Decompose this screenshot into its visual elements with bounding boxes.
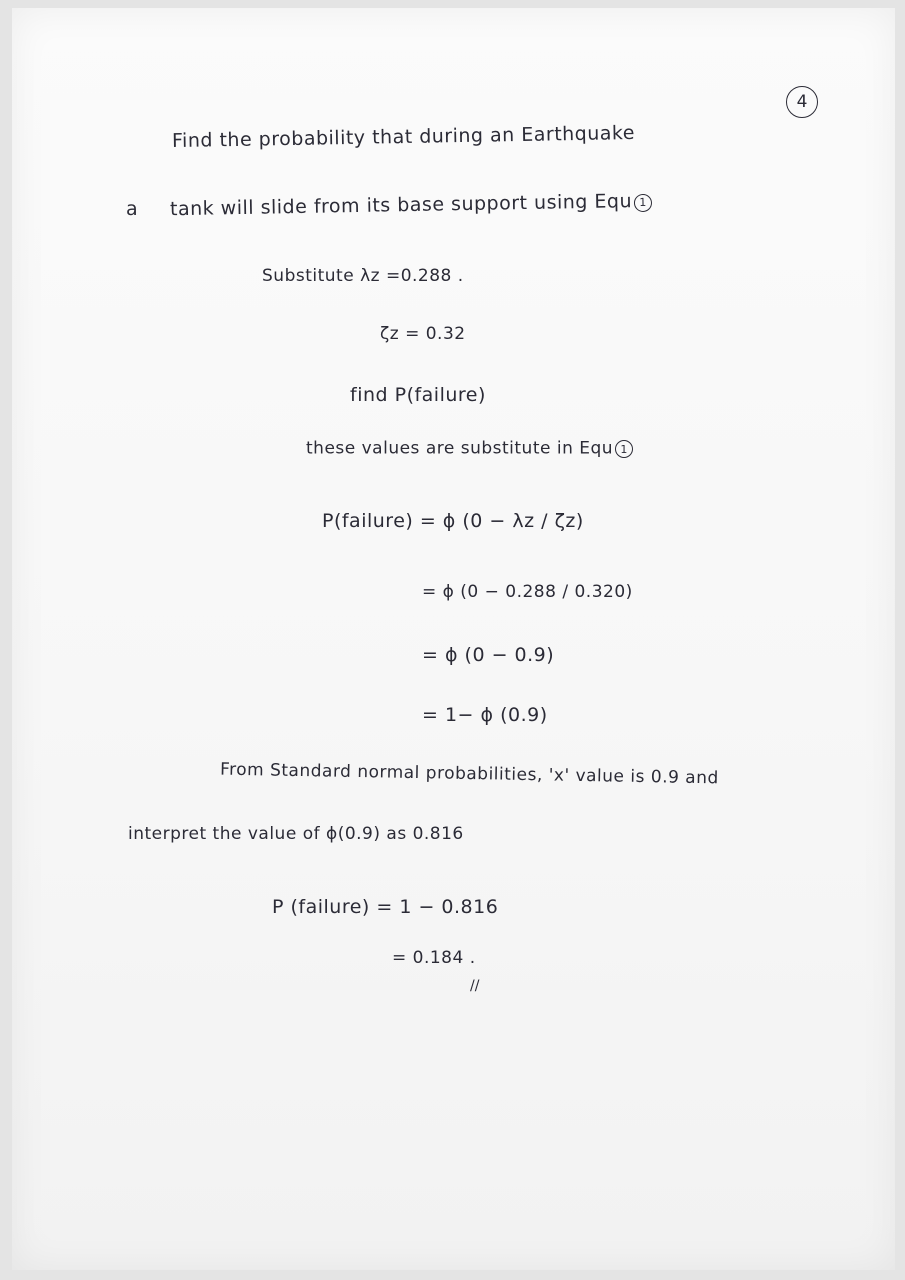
line-step-1: = ϕ (0 − 0.288 / 0.320) xyxy=(422,582,633,602)
line-problem-statement-1: Find the probability that during an Earthquake xyxy=(171,121,636,153)
line-table-lookup-2: interpret the value of ϕ(0.9) as 0.816 xyxy=(128,824,464,844)
line-problem-statement-2-text: tank will slide from its base support using Equ xyxy=(169,190,633,221)
line-problem-statement-2-prefix: a xyxy=(126,198,139,220)
line-zeta-value: ζz = 0.32 xyxy=(380,324,466,344)
line-substitute-lambda: Substitute λz =0.288 . xyxy=(262,266,464,286)
line-substitute-note-text: these values are substitute in Equ xyxy=(306,438,614,459)
line-find-failure: find P(failure) xyxy=(350,384,486,406)
equation-number-badge: 1 xyxy=(634,193,652,211)
line-failure-result: P (failure) = 1 − 0.816 xyxy=(272,896,499,918)
line-step-3: = 1− ϕ (0.9) xyxy=(422,704,548,726)
line-final-answer: = 0.184 . xyxy=(392,948,476,968)
line-table-lookup-1: From Standard normal probabilities, 'x' value is 0.9 and xyxy=(219,759,719,789)
line-step-2: = ϕ (0 − 0.9) xyxy=(422,644,555,666)
line-formula: P(failure) = ϕ (0 − λz / ζz) xyxy=(322,510,584,532)
end-mark: // xyxy=(470,978,480,994)
equation-number-badge: 1 xyxy=(615,440,633,458)
page-number: 4 xyxy=(786,86,818,118)
line-substitute-note xyxy=(306,440,633,458)
